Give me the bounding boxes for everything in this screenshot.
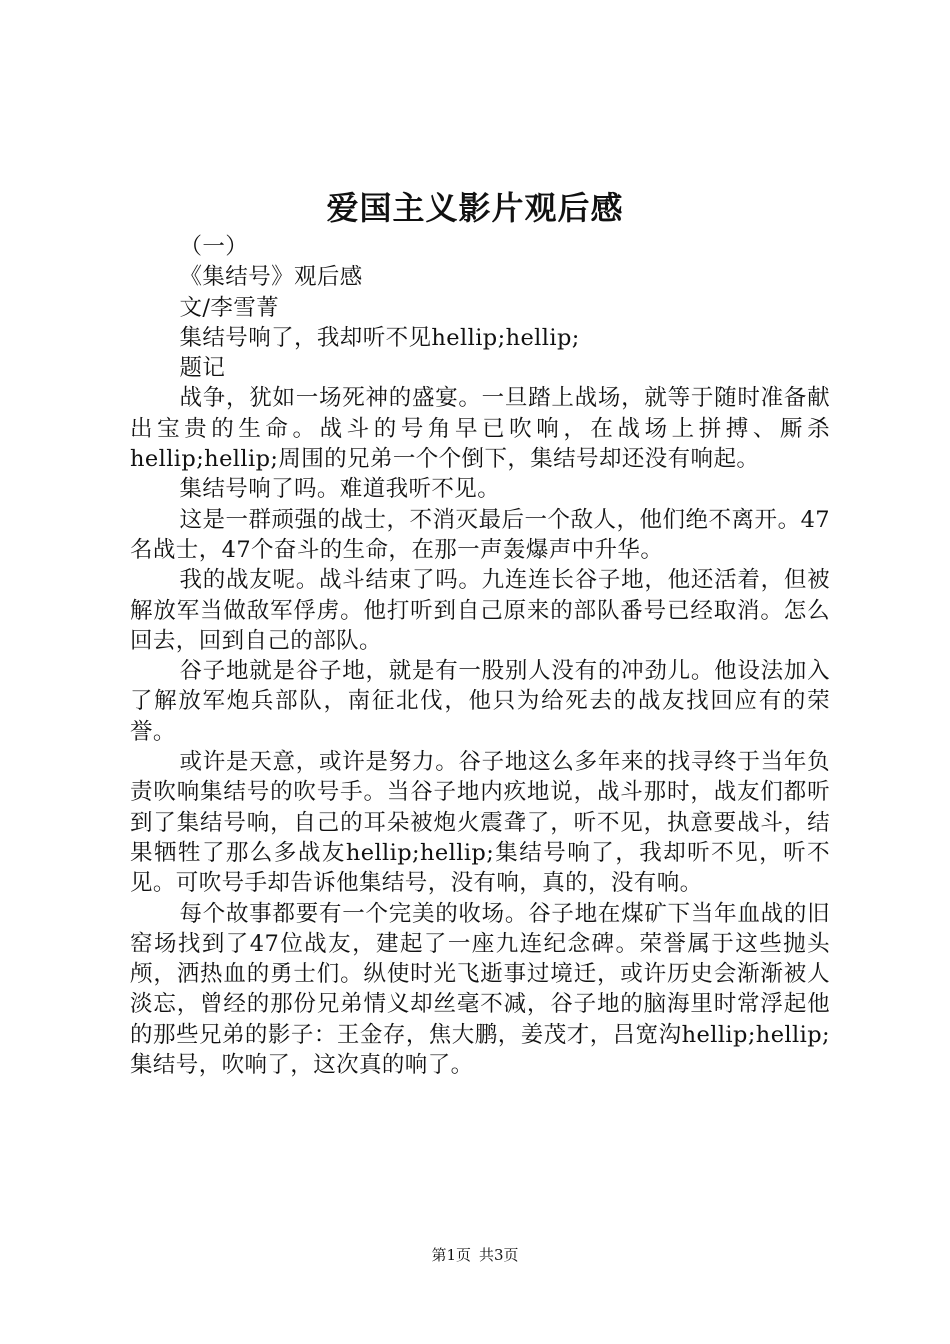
paragraph-author: 文/李雪菁 <box>179 294 280 321</box>
paragraph-subtitle: 《集结号》观后感 <box>179 264 363 291</box>
document-title: 爱国主义影片观后感 <box>326 189 624 227</box>
page-number: 第1页 <box>431 1246 471 1264</box>
document-body <box>130 232 830 1080</box>
paragraph-section-number: （一） <box>179 234 249 260</box>
paragraph-epigraph: 集结号响了，我却听不见hellip;hellip; <box>179 324 580 351</box>
paragraph: 谷子地就是谷子地，就是有一股别人没有的冲劲儿。他设法加入了解放军炮兵部队，南征北伐，他只为给死去的战友找回应有的荣誉。 <box>130 658 830 745</box>
page-total: 共3页 <box>479 1246 519 1264</box>
paragraph: 战争，犹如一场死神的盛宴。一旦踏上战场，就等于随时准备献出宝贵的生命。战斗的号角早已吹响，在战场上拼搏、厮杀hellip;hellip;周围的兄弟一个个倒下，集结号却还没有响起。 <box>130 385 830 473</box>
paragraph: 这是一群顽强的战士，不消灭最后一个敌人，他们绝不离开。47名战士，47个奋斗的生命，在那一声轰爆声中升华。 <box>130 506 830 563</box>
paragraph: 每个故事都要有一个完美的收场。谷子地在煤矿下当年血战的旧窑场找到了47位战友，建起了一座九连纪念碑。荣誉属于这些抛头颅，洒热血的勇士们。纵使时光飞逝事过境迁，或许历史会渐渐被人淡忘，曾经的那份兄弟情义却丝毫不减，谷子地的脑海里时常浮起他的那些兄弟的影子：王金存，焦大鹏，姜茂才，吕宽沟hellip;hellip;集结号，吹响了，这次真的响了。 <box>130 900 830 1079</box>
paragraph-epigraph-label: 题记 <box>179 355 226 382</box>
paragraph: 我的战友呢。战斗结束了吗。九连连长谷子地，他还活着，但被解放军当做敌军俘虏。他打听到自己原来的部队番号已经取消。怎么回去，回到自己的部队。 <box>130 567 830 654</box>
paragraph: 或许是天意，或许是努力。谷子地这么多年来的找寻终于当年负责吹响集结号的吹号手。当谷子地内疚地说，战斗那时，战友们都听到了集结号响，自己的耳朵被炮火震聋了，听不见，执意要战斗，结果牺牲了那么多战友hellip;hellip;集结号响了，我却听不见，听不见。可吹号手却告诉他集结号，没有响，真的，没有响。 <box>130 749 830 897</box>
paragraph: 集结号响了吗。难道我听不见。 <box>179 476 501 503</box>
page-footer <box>0 1245 950 1265</box>
